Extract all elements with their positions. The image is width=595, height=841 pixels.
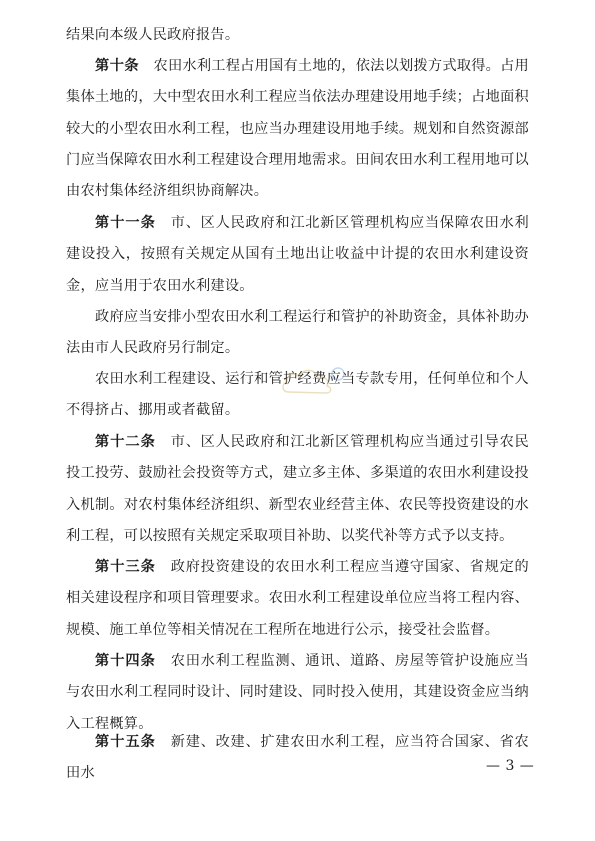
paragraph-text: 政府应当安排小型农田水利工程运行和管护的补助资金，具体补助办法由市人民政府另行制定。 [66,309,529,357]
page-number: — 3 — [486,758,535,774]
paragraph-continuation [66,20,529,51]
paragraph-subsidy [66,302,529,365]
article-number: 第十五条 [95,734,156,750]
paragraph-text: 政府投资建设的农田水利工程应当遵守国家、省规定的相关建设程序和项目管理要求。农田水利工程建设单位应当将工程内容、规模、施工单位等相关情况在工程所在地进行公示，接受社会监督。 [66,559,529,638]
article-number: 第十三条 [95,559,156,575]
article-10 [66,51,529,207]
paragraph-text: 农田水利工程建设、运行和管护经费应当专款专用，任何单位和个人不得挤占、挪用或者截留。 [66,371,529,419]
article-12 [66,427,529,552]
paragraph-text: 结果向本级人民政府报告。 [66,27,240,43]
article-number: 第十条 [95,58,140,74]
cloud-watermark-icon [280,360,350,400]
article-number: 第十四条 [95,653,156,669]
article-number: 第十二条 [95,434,156,450]
paragraph-text: 农田水利工程占用国有土地的，依法以划拨方式取得。占用集体土地的，大中型农田水利工程应当依法办理建设用地手续；占地面积较大的小型农田水利工程，也应当办理建设用地手续。规划和自然资源部门应当保障农田水利工程建设合理用地需求。田间农田水利工程用地可以由农村集体经济组织协商解决。 [66,58,529,200]
paragraph-text: 市、区人民政府和江北新区管理机构应当通过引导农民投工投劳、鼓励社会投资等方式，建立多主体、多渠道的农田水利建设投入机制。对农村集体经济组织、新型农业经营主体、农民等投资建设的水利工程，可以按照有关规定采取项目补助、以奖代补等方式予以支持。 [66,434,529,544]
paragraph-text: 市、区人民政府和江北新区管理机构应当保障农田水利建设投入，按照有关规定从国有土地出让收益中计提的农田水利建设资金，应当用于农田水利建设。 [66,215,529,294]
article-13 [66,552,529,646]
article-11 [66,208,529,302]
article-number: 第十一条 [95,215,156,231]
article-15 [66,727,529,790]
article-14 [66,646,529,740]
paragraph-text: 新建、改建、扩建农田水利工程，应当符合国家、省农田水 [66,734,529,782]
paragraph-text: 农田水利工程监测、通讯、道路、房屋等管护设施应当与农田水利工程同时设计、同时建设、同时投入使用，其建设资金应当纳入工程概算。 [66,653,529,732]
